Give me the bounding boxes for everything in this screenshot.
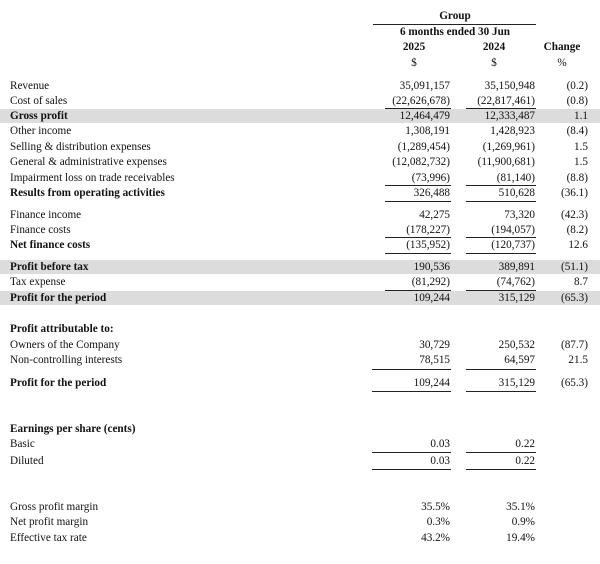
row-value-2025: (22,626,678) — [392, 95, 450, 107]
row-value-2025: 30,729 — [419, 339, 450, 351]
eps-rule — [466, 469, 536, 470]
row-value-2025: 0.3% — [426, 516, 450, 528]
row-label: Gross profit margin — [10, 501, 99, 513]
row-change: (36.1) — [560, 187, 588, 199]
eps-rule — [372, 469, 451, 470]
row-value-2025: (73,996) — [411, 172, 450, 184]
row-label: Owners of the Company — [10, 339, 120, 351]
row-value-2025: 109,244 — [413, 292, 450, 304]
row-label: Impairment loss on trade receivables — [10, 172, 175, 184]
subtotal-rule — [372, 369, 451, 370]
row-value-2025: 35,091,157 — [399, 80, 450, 92]
row-value-2025: 78,515 — [419, 354, 450, 366]
total-rule — [466, 253, 536, 254]
currency-2024: $ — [491, 57, 497, 69]
row-change: (0.2) — [566, 80, 588, 92]
period-header: 6 months ended 30 Jun — [399, 26, 511, 38]
row-value-2025: 12,464,479 — [399, 110, 450, 122]
row-value-2025: 190,536 — [413, 261, 450, 273]
row-label: Net finance costs — [10, 239, 91, 251]
row-value-2024: 0.22 — [515, 438, 535, 450]
row-value-2024: 1,428,923 — [490, 125, 535, 137]
row-value-2024: 35.1% — [506, 501, 535, 513]
section-title: Earnings per share (cents) — [10, 423, 136, 435]
row-value-2024: (194,057) — [491, 224, 535, 236]
row-label: Basic — [10, 438, 35, 450]
row-value-2025: 35.5% — [421, 501, 450, 513]
row-value-2025: 326,488 — [413, 187, 450, 199]
row-value-2025: 0.03 — [430, 455, 450, 467]
row-label: Other income — [10, 125, 72, 137]
row-value-2025: (81,292) — [411, 276, 450, 288]
row-change: (8.4) — [566, 125, 588, 137]
row-value-2024: 12,333,487 — [484, 110, 535, 122]
row-change: (51.1) — [560, 261, 588, 273]
row-label: Tax expense — [10, 276, 66, 288]
row-label: General & administrative expenses — [10, 156, 167, 168]
row-change: (8.2) — [566, 224, 588, 236]
year-2024-header: 2024 — [482, 41, 506, 53]
total-rule — [466, 201, 536, 202]
row-change: 1.1 — [574, 110, 588, 122]
row-label: Profit before tax — [10, 261, 89, 273]
row-value-2024: 64,597 — [504, 354, 535, 366]
row-label: Effective tax rate — [10, 532, 87, 544]
eps-rule — [466, 452, 536, 453]
row-change: (8.8) — [566, 172, 588, 184]
row-value-2025: 42,275 — [419, 209, 450, 221]
row-label: Profit for the period — [10, 377, 107, 389]
row-label: Gross profit — [10, 110, 68, 122]
row-label: Revenue — [10, 80, 50, 92]
row-change: 8.7 — [574, 276, 588, 288]
row-change: (87.7) — [560, 339, 588, 351]
row-value-2024: 315,129 — [498, 292, 535, 304]
row-value-2024: 0.22 — [515, 455, 535, 467]
row-value-2024: 0.9% — [511, 516, 535, 528]
year-2025-header: 2025 — [402, 41, 426, 53]
row-change: 12.6 — [568, 239, 588, 251]
row-value-2024: 19.4% — [506, 532, 535, 544]
row-value-2024: (74,762) — [496, 276, 535, 288]
row-value-2024: 250,532 — [498, 339, 535, 351]
row-value-2024: 315,129 — [498, 377, 535, 389]
row-label: Net profit margin — [10, 516, 89, 528]
row-label: Profit for the period — [10, 292, 107, 304]
row-value-2024: (81,140) — [496, 172, 535, 184]
row-change: (0.8) — [566, 95, 588, 107]
row-value-2024: 35,150,948 — [484, 80, 535, 92]
row-change: 1.5 — [574, 156, 588, 168]
percent-unit: % — [557, 57, 567, 69]
currency-2025: $ — [411, 57, 417, 69]
section-title: Profit attributable to: — [10, 323, 114, 335]
subtotal-rule — [466, 369, 536, 370]
total-rule — [385, 253, 451, 254]
eps-rule — [372, 452, 451, 453]
row-value-2025: (1,289,454) — [397, 141, 450, 153]
row-value-2025: 0.03 — [430, 438, 450, 450]
change-header: Change — [543, 41, 581, 53]
group-header: Group — [439, 10, 471, 22]
row-value-2025: 43.2% — [421, 532, 450, 544]
row-label: Results from operating activities — [10, 187, 165, 199]
row-value-2025: 1,308,191 — [405, 125, 450, 137]
row-value-2025: (12,082,732) — [392, 156, 450, 168]
row-label: Finance income — [10, 209, 82, 221]
row-value-2024: (120,737) — [491, 239, 535, 251]
row-label: Diluted — [10, 455, 44, 467]
row-change: (42.3) — [560, 209, 588, 221]
row-change: 21.5 — [568, 354, 588, 366]
row-value-2024: 389,891 — [498, 261, 535, 273]
row-value-2024: (22,817,461) — [477, 95, 535, 107]
total-rule — [466, 391, 536, 392]
total-rule — [385, 201, 451, 202]
row-label: Cost of sales — [10, 95, 68, 107]
row-change: (65.3) — [560, 377, 588, 389]
row-change: 1.5 — [574, 141, 588, 153]
row-label: Selling & distribution expenses — [10, 141, 151, 153]
row-value-2025: (135,952) — [406, 239, 450, 251]
row-value-2024: (11,900,681) — [477, 156, 535, 168]
total-rule — [372, 391, 451, 392]
row-change: (65.3) — [560, 292, 588, 304]
row-value-2024: 73,320 — [504, 209, 535, 221]
row-value-2024: 510,628 — [498, 187, 535, 199]
row-label: Finance costs — [10, 224, 71, 236]
row-value-2025: (178,227) — [406, 224, 450, 236]
row-value-2025: 109,244 — [413, 377, 450, 389]
row-label: Non-controlling interests — [10, 354, 123, 366]
row-value-2024: (1,269,961) — [482, 141, 535, 153]
